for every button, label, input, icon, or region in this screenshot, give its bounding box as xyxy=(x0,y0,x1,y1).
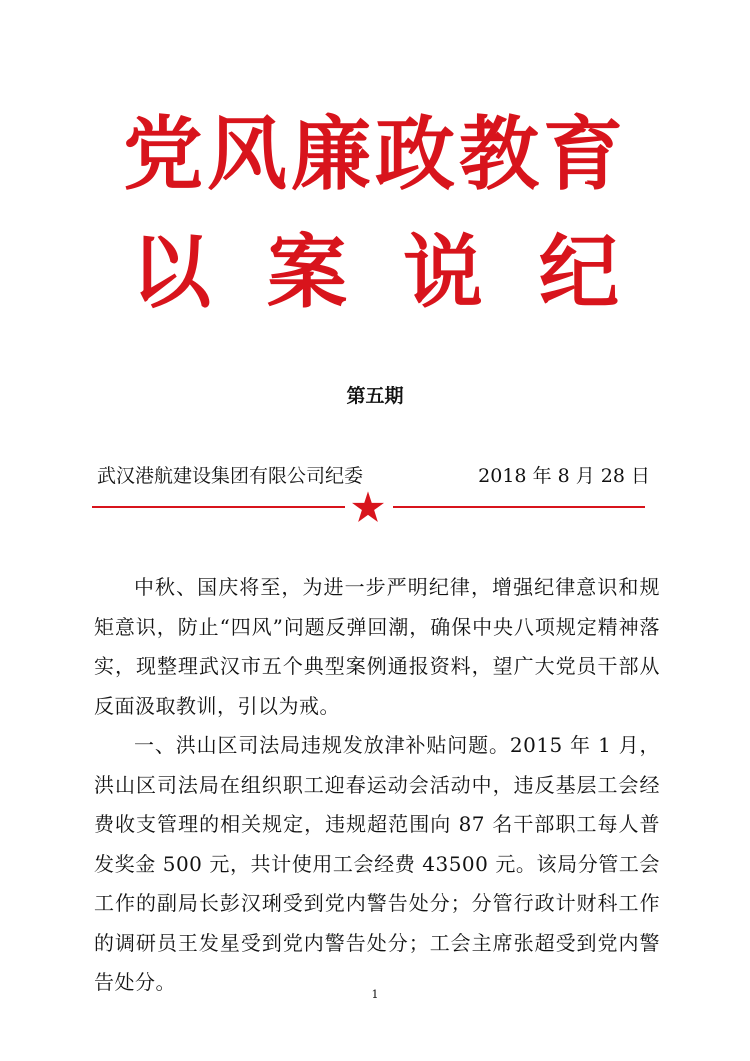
issuing-organization: 武汉港航建设集团有限公司纪委 xyxy=(97,465,364,487)
header-divider-left xyxy=(92,506,345,508)
intro-paragraph: 中秋、国庆将至，为进一步严明纪律，增强纪律意识和规矩意识，防止“四风”问题反弹回潮，确保中央八项规定精神落实，现整理武汉市五个典型案例通报资料，望广大党员干部从反面汲取教训，引以为戒。 xyxy=(94,575,660,718)
document-title-line2: 以案说纪 xyxy=(131,225,675,319)
issue-number: 第五期 xyxy=(346,385,404,407)
case-one-paragraph: 一、洪山区司法局违规发放津补贴问题。2015 年 1 月，洪山区司法局在组织职工迎春运动会活动中，违反基层工会经费收支管理的相关规定，违规超范围向 87 名干部职工每人普发奖金 500 元，共计使用工会经费 43500 元。该局分管工会工作的副局长彭汉琍受到党内警告处分；分管行政计财科工作的调研员王发星受到党内警告处分；工会主席张超受到党内警告处分。 xyxy=(94,733,660,994)
header-divider-right xyxy=(393,506,645,508)
document-title-line1: 党风廉政教育 xyxy=(123,107,627,201)
page-number: 1 xyxy=(371,988,379,1001)
red-star-icon xyxy=(351,490,385,524)
issue-date: 2018 年 8 月 28 日 xyxy=(478,465,650,487)
document-body xyxy=(94,568,660,1003)
